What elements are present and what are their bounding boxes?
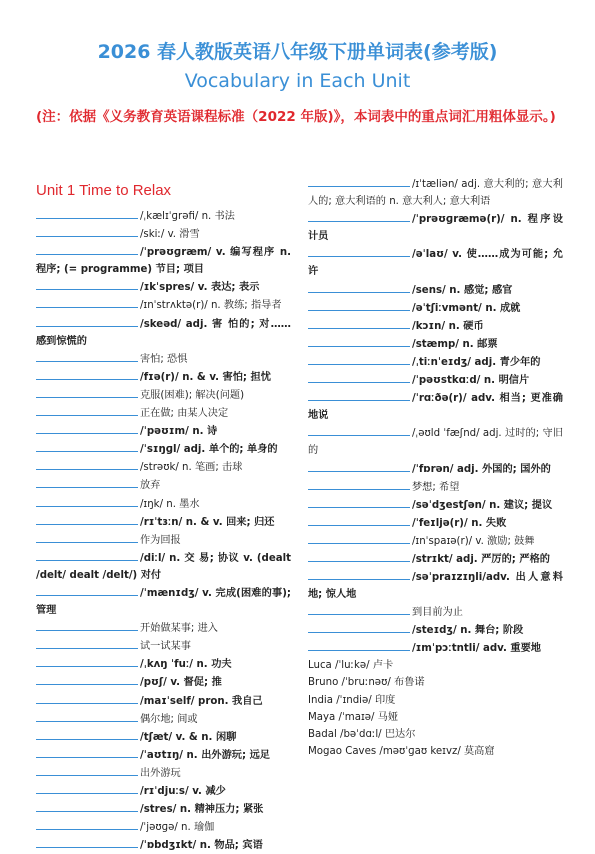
answer-blank[interactable] <box>36 637 138 649</box>
vocab-entry <box>308 389 563 424</box>
vocab-definition: /ˌəʊld ˈfæʃnd/ adj. 过时的; 守旧的 <box>308 428 563 457</box>
vocab-entry <box>308 245 563 280</box>
answer-blank[interactable] <box>36 692 138 704</box>
vocab-entry <box>36 619 291 637</box>
answer-blank[interactable] <box>36 764 138 776</box>
vocab-definition: /ˈsɪŋɡl/ adj. 单个的; 单身的 <box>140 444 278 456</box>
vocab-entry <box>308 550 563 568</box>
vocab-entry <box>36 243 291 278</box>
vocab-definition: /ˈaʊtɪŋ/ n. 出外游玩; 远足 <box>140 749 270 761</box>
vocab-definition: /ˈrɑːðə(r)/ adv. 相当; 更准确地说 <box>308 393 563 422</box>
vocab-entry <box>308 603 563 621</box>
vocab-definition: /ˈmænɪdʒ/ v. 完成(困难的事); 管理 <box>36 587 291 617</box>
vocab-definition: 梦想; 希望 <box>412 481 460 493</box>
answer-blank[interactable] <box>308 550 410 562</box>
vocab-entry <box>308 496 563 514</box>
answer-blank[interactable] <box>36 440 138 452</box>
answer-blank[interactable] <box>308 424 410 436</box>
answer-blank[interactable] <box>36 422 138 434</box>
answer-blank[interactable] <box>308 317 410 329</box>
vocab-entry <box>36 225 291 243</box>
answer-blank[interactable] <box>36 549 138 561</box>
answer-blank[interactable] <box>36 746 138 758</box>
vocab-definition: /strɪkt/ adj. 严厉的; 严格的 <box>412 553 550 565</box>
vocab-entry <box>308 621 563 639</box>
answer-blank[interactable] <box>308 353 410 365</box>
vocab-entry <box>36 728 291 746</box>
answer-blank[interactable] <box>308 371 410 383</box>
vocab-entry <box>308 175 563 210</box>
proper-names-list <box>308 657 563 761</box>
vocab-entry <box>308 210 563 245</box>
vocab-definition: /ˈpəʊɪm/ n. 诗 <box>140 426 218 438</box>
vocab-entry <box>36 692 291 710</box>
vocab-entry <box>308 460 563 478</box>
answer-blank[interactable] <box>308 603 410 615</box>
vocab-entry <box>308 335 563 353</box>
answer-blank[interactable] <box>36 368 138 380</box>
answer-blank[interactable] <box>308 496 410 508</box>
vocab-entry <box>36 404 291 422</box>
vocab-definition: 作为回报 <box>140 534 181 546</box>
vocab-definition: /əˈlaʊ/ v. 使……成为可能; 允许 <box>308 249 563 278</box>
vocab-definition: /ˈɒbdʒɪkt/ n. 物品; 宾语 <box>140 840 263 852</box>
vocab-definition: /pʊʃ/ v. 督促; 推 <box>140 677 222 689</box>
vocab-definition: /tʃæt/ v. & n. 闲聊 <box>140 731 237 743</box>
vocab-definition: /kɔɪn/ n. 硬币 <box>412 320 484 332</box>
answer-blank[interactable] <box>308 175 410 187</box>
vocab-entry <box>308 281 563 299</box>
answer-blank[interactable] <box>308 514 410 526</box>
answer-blank[interactable] <box>36 673 138 685</box>
vocab-definition: /ɪnˈspaɪə(r)/ v. 激励; 鼓舞 <box>412 535 535 547</box>
answer-blank[interactable] <box>308 299 410 311</box>
vocab-definition: /ˌtiːnˈeɪdʒ/ adj. 青少年的 <box>412 356 541 368</box>
vocab-definition: /ˈprəʊɡræm/ v. 编写程序 n. 程序; (= programme) 节目; 项目 <box>36 247 291 276</box>
vocab-definition: /ˌkælɪˈɡrəfi/ n. 书法 <box>140 211 235 222</box>
vocab-entry <box>308 353 563 371</box>
answer-blank[interactable] <box>36 278 138 290</box>
vocab-entry <box>36 746 291 764</box>
vocab-definition: /ˈfɒrən/ adj. 外国的; 国外的 <box>412 463 551 475</box>
vocab-entry <box>36 800 291 818</box>
vocab-definition: /stæmp/ n. 邮票 <box>412 338 498 350</box>
vocab-definition: /sens/ n. 感觉; 感官 <box>412 284 513 296</box>
vocab-definition: /steɪdʒ/ n. 舞台; 阶段 <box>412 625 524 637</box>
vocab-entry <box>36 386 291 404</box>
answer-blank[interactable] <box>36 513 138 525</box>
vocab-column-right <box>308 175 563 658</box>
answer-blank[interactable] <box>36 728 138 740</box>
answer-blank[interactable] <box>36 782 138 794</box>
vocab-definition: 试一试某事 <box>140 641 191 653</box>
vocab-definition: 到目前为止 <box>412 607 463 619</box>
vocab-entry <box>308 532 563 550</box>
answer-blank[interactable] <box>36 476 138 488</box>
answer-blank[interactable] <box>308 210 410 222</box>
vocab-definition: /ˌkʌŋ ˈfuː/ n. 功夫 <box>140 659 232 671</box>
answer-blank[interactable] <box>36 619 138 631</box>
vocab-definition: /stres/ n. 精神压力; 紧张 <box>140 804 264 816</box>
vocab-entry <box>308 478 563 496</box>
vocab-definition: /ˈprəʊɡræmə(r)/ n. 程序设计员 <box>308 214 563 243</box>
vocab-definition: 克服(困难); 解决(问题) <box>140 389 245 401</box>
answer-blank[interactable] <box>308 460 410 472</box>
answer-blank[interactable] <box>36 584 138 596</box>
vocab-entry <box>36 836 291 854</box>
vocab-entry <box>36 350 291 368</box>
vocab-definition: 害怕; 恐惧 <box>140 353 188 365</box>
vocab-definition: /əˈtʃiːvmənt/ n. 成就 <box>412 302 521 314</box>
vocab-entry <box>308 317 563 335</box>
answer-blank[interactable] <box>36 225 138 237</box>
answer-blank[interactable] <box>308 335 410 347</box>
answer-blank[interactable] <box>308 639 410 651</box>
vocab-entry <box>36 422 291 440</box>
vocab-entry <box>36 531 291 549</box>
vocab-entry <box>36 818 291 836</box>
answer-blank[interactable] <box>308 568 410 580</box>
vocab-entry <box>36 207 291 225</box>
vocab-definition: 出外游玩 <box>140 767 181 779</box>
page-title: 2026 春人教版英语八年级下册单词表(参考版) <box>97 41 498 63</box>
vocab-entry <box>36 440 291 458</box>
vocab-entry <box>36 315 291 350</box>
answer-blank[interactable] <box>36 243 138 255</box>
vocab-definition: /rɪˈdjuːs/ v. 减少 <box>140 786 226 797</box>
answer-blank[interactable] <box>36 458 138 470</box>
proper-name-item: Bruno /ˈbruːnəʊ/ 布鲁诺 <box>308 677 425 689</box>
vocab-entry <box>308 371 563 389</box>
answer-blank[interactable] <box>36 315 138 327</box>
answer-blank[interactable] <box>36 710 138 722</box>
answer-blank[interactable] <box>36 296 138 308</box>
answer-blank[interactable] <box>36 386 138 398</box>
vocab-entry <box>36 458 291 476</box>
vocab-definition: /skeəd/ adj. 害 怕的; 对……感到惊慌的 <box>36 318 291 347</box>
answer-blank[interactable] <box>36 836 138 848</box>
vocab-entry <box>36 495 291 513</box>
answer-blank[interactable] <box>36 404 138 416</box>
vocab-entry <box>36 278 291 296</box>
vocab-definition: /ˈjəʊɡə/ n. 瑜伽 <box>140 822 215 834</box>
vocab-entry <box>36 764 291 782</box>
answer-blank[interactable] <box>36 207 138 219</box>
vocab-definition: /maɪˈself/ pron. 我自己 <box>140 695 263 707</box>
vocab-entry <box>36 782 291 800</box>
vocab-definition: /ɪŋk/ n. 墨水 <box>140 498 200 510</box>
proper-name-item: Mogao Caves /məʊˈɡaʊ keɪvz/ 莫高窟 <box>308 746 495 758</box>
vocab-entry <box>36 655 291 673</box>
answer-blank[interactable] <box>308 389 410 401</box>
answer-blank[interactable] <box>36 818 138 830</box>
note-text: (注：依据《义务教育英语课程标准（2022 年版)》，本词表中的重点词汇用粗体显示。) <box>36 109 556 125</box>
answer-blank[interactable] <box>308 621 410 633</box>
proper-name-item: Maya /ˈmaɪə/ 马娅 <box>308 711 399 723</box>
answer-blank[interactable] <box>308 245 410 257</box>
page-subtitle: Vocabulary in Each Unit <box>184 70 411 92</box>
vocab-definition: /ɪmˈpɔːtntli/ adv. 重要地 <box>412 643 541 655</box>
proper-name-item: Badal /bəˈdɑːl/ 巴达尔 <box>308 729 416 741</box>
vocab-entry <box>308 639 563 657</box>
vocab-entry <box>36 584 291 619</box>
vocab-entry <box>36 637 291 655</box>
vocab-definition: /ɪˈtæliən/ adj. 意大利的; 意大利人的; 意大利语的 n. 意大利人; 意大利语 <box>308 179 563 208</box>
vocab-entry <box>36 549 291 584</box>
vocab-entry <box>36 368 291 386</box>
vocab-entry <box>308 514 563 532</box>
vocab-column-left <box>36 207 291 854</box>
vocab-definition: 开始做某事; 进入 <box>140 623 218 635</box>
vocab-definition: /ˈpəʊstkɑːd/ n. 明信片 <box>412 375 530 387</box>
answer-blank[interactable] <box>36 655 138 667</box>
vocab-definition: /ɪnˈstrʌktə(r)/ n. 教练; 指导者 <box>140 300 282 312</box>
vocab-entry <box>308 568 563 603</box>
vocab-entry <box>308 424 563 459</box>
vocab-definition: /ˈfeɪljə(r)/ n. 失败 <box>412 517 507 529</box>
vocab-definition: /skiː/ v. 滑雪 <box>140 229 200 241</box>
vocab-definition: /strəʊk/ n. 笔画; 击球 <box>140 462 243 474</box>
vocab-definition: 正在做; 由某人决定 <box>140 408 229 420</box>
answer-blank[interactable] <box>36 800 138 812</box>
vocab-entry <box>36 673 291 691</box>
vocab-entry <box>36 296 291 314</box>
vocab-entry <box>36 710 291 728</box>
vocab-definition: /diːl/ n. 交 易; 协议 v. (dealt /delt/ dealt /delt/) 对付 <box>36 552 291 581</box>
vocab-definition: /fɪə(r)/ n. & v. 害怕; 担忧 <box>140 371 271 383</box>
proper-name-item: Luca /ˈluːkə/ 卢卡 <box>308 660 394 671</box>
answer-blank[interactable] <box>36 350 138 362</box>
vocab-entry <box>36 476 291 494</box>
vocab-entry <box>308 299 563 317</box>
answer-blank[interactable] <box>308 532 410 544</box>
proper-name-item: India /ˈɪndiə/ 印度 <box>308 694 396 706</box>
vocab-definition: /rɪˈtɜːn/ n. & v. 回来; 归还 <box>140 516 275 528</box>
unit-title: Unit 1 Time to Relax <box>36 182 172 199</box>
answer-blank[interactable] <box>308 281 410 293</box>
vocab-entry <box>36 513 291 531</box>
answer-blank[interactable] <box>36 495 138 507</box>
answer-blank[interactable] <box>308 478 410 490</box>
vocab-definition: 偶尔地; 间或 <box>140 713 198 725</box>
vocab-definition: /səˈdʒestʃən/ n. 建议; 提议 <box>412 499 553 511</box>
vocab-definition: /səˈpraɪzɪŋli/adv. 出人意料地; 惊人地 <box>308 572 563 601</box>
vocab-definition: /ɪkˈspres/ v. 表达; 表示 <box>140 282 260 294</box>
vocab-definition: 放弃 <box>140 480 161 492</box>
answer-blank[interactable] <box>36 531 138 543</box>
